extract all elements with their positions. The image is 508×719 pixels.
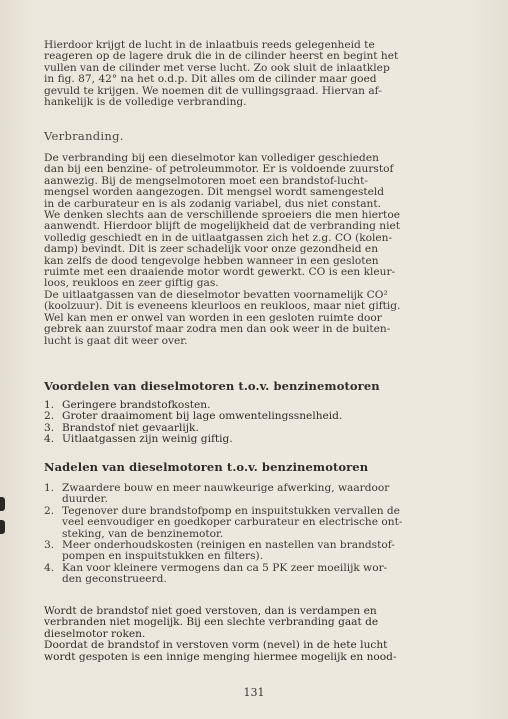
list-number: 2. [44,504,55,517]
list-text [62,563,464,586]
text-line: Meer onderhoudskosten (reinigen en nastellen van brandstof- [62,539,395,552]
list-item [44,434,464,445]
list-number: 4. [44,433,55,446]
text-line: reageren op de lagere druk die in de cilinder heerst en begint het [44,51,399,63]
text-line: gebrek aan zuurstof maar zodra men dan ook weer in de buiten- [44,324,391,336]
list-text [62,483,464,506]
text-line: damp) bevindt. Dit is zeer schadelijk voor onze gezondheid en [44,244,379,256]
text-line: Tegenover dure brandstofpomp en inspuitstukken vervallen de [62,504,400,517]
list-item [44,506,464,540]
list-number: 3. [44,421,55,434]
text-line: hankelijk is de volledige verbranding. [44,97,247,109]
text-line: gevuld te krijgen. We noemen dit de vullingsgraad. Hiervan af- [44,85,382,97]
text-line: kan zelfs de dood tengevolge hebben wanneer in een gesloten [44,255,379,267]
text-line: volledig geschiedt en in de uitlaatgassen zich het z.g. CO (kolen- [44,232,393,244]
list-text [62,506,464,540]
heading-nadelen: Nadelen van dieselmotoren t.o.v. benzinemotoren [44,460,369,474]
list-number: 2. [44,410,55,423]
text-line: Geringere brandstofkosten. [62,399,211,411]
text-line: veel eenvoudiger en goedkoper carburateur en electrische ont- [62,516,403,529]
list-voordelen [44,400,464,446]
text-line: in fig. 87, 42° na het o.d.p. Dit alles om de cilinder maar goed [44,74,377,86]
text-line: pompen en inspuitstukken en filters). [62,550,264,563]
text-line: (koolzuur). Dit is eveneens kleurloos en reukloos, maar niet giftig. [44,301,401,313]
text-line: Wordt de brandstof niet goed verstoven, dan is verdampen en [44,606,377,617]
text-line: steking, van de benzinemotor. [62,527,224,540]
list-nadelen [44,483,464,586]
text-line: lucht is gaat dit weer over. [44,335,188,347]
binding-hole-mark [0,520,5,534]
text-line: verbranden niet mogelijk. Bij een slechte verbranding gaat de [44,617,379,629]
page-number: 131 [243,686,265,699]
list-text [62,434,464,445]
text-line: aanwendt. Hierdoor blijft de mogelijkheid dat de verbranding niet [44,221,401,233]
text-line: Doordat de brandstof in verstoven vorm (nevel) in de hete lucht [44,640,388,652]
list-number: 3. [44,539,55,552]
text-line: Wel kan men er onwel van worden in een gesloten ruimte door [44,312,382,324]
list-number: 1. [44,399,55,411]
text-line: loos, reukloos en zeer giftig gas. [44,278,219,290]
heading-voordelen: Voordelen van dieselmotoren t.o.v. benzinemotoren [44,379,380,393]
paragraph-verstuiving [44,606,462,663]
text-line: De uitlaatgassen van de dieselmotor bevatten voornamelijk CO² [44,289,388,301]
binding-hole-mark [0,497,5,511]
paragraph-vulling [44,40,462,108]
text-line: den geconstrueerd. [62,573,167,586]
text-line: in de carburateur en is als zodanig variabel, dus niet constant. [44,198,381,210]
text-line: Hierdoor krijgt de lucht in de inlaatbuis reeds gelegenheid te [44,40,375,51]
list-item [44,483,464,506]
list-number: 1. [44,482,55,494]
text-line: mengsel worden aangezogen. Dit mengsel wordt samengesteld [44,187,385,199]
text-line: We denken slechts aan de verschillende sproeiers die men hiertoe [44,210,400,222]
text-line: ruimte met een draaiende motor wordt gewerkt. CO is een kleur- [44,267,396,279]
paragraph-verbranding [44,153,462,347]
text-line: De verbranding bij een dieselmotor kan vollediger geschieden [44,153,379,164]
text-line: Groter draaimoment bij lage omwentelingssnelheid. [62,410,343,423]
text-line: aanwezig. Bij de mengselmotoren moet een brandstof-lucht- [44,175,368,187]
text-line: Brandstof niet gevaarlijk. [62,421,199,434]
text-line: Zwaardere bouw en meer nauwkeurige afwerking, waardoor [62,482,390,494]
list-item [44,540,464,563]
list-text [62,540,464,563]
text-line: wordt gespoten is een innige menging hiermee mogelijk en nood- [44,651,397,663]
list-item [44,563,464,586]
text-line: dan bij een benzine- of petroleummotor. Er is voldoende zuurstof [44,164,394,176]
text-line: dieselmotor roken. [44,628,146,640]
heading-verbranding: Verbranding. [44,129,124,143]
list-number: 4. [44,561,55,574]
text-line: Uitlaatgassen zijn weinig giftig. [62,433,233,446]
text-line: vullen van de cilinder met verse lucht. Zo ook sluit de inlaatklep [44,62,390,74]
text-line: duurder. [62,493,108,506]
text-line: Kan voor kleinere vermogens dan ca 5 PK zeer moeilijk wor- [62,561,388,574]
